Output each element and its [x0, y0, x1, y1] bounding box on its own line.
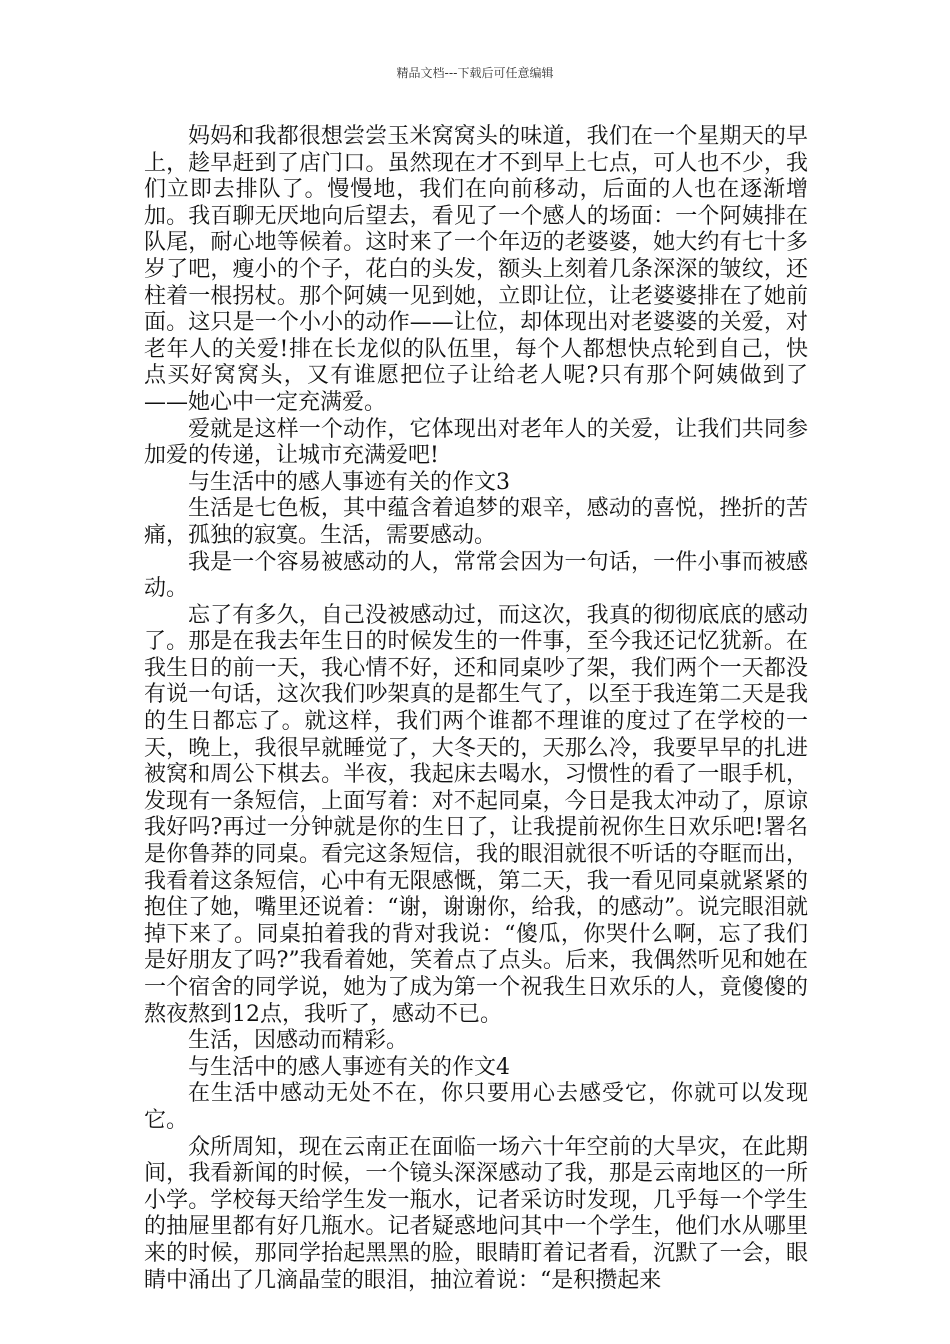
section-heading: 与生活中的感人事迹有关的作文4 — [188, 1054, 510, 1080]
paragraph: 生活是七色板，其中蕴含着追梦的艰辛，感动的喜悦，挫折的苦痛，孤独的寂寞。生活，需要感动。 — [144, 496, 808, 548]
paragraph: 在生活中感动无处不在，你只要用心去感受它，你就可以发现它。 — [144, 1081, 808, 1133]
page-header: 精品文档---下载后可任意编辑 — [396, 66, 554, 80]
paragraph: 爱就是这样一个动作，它体现出对老年人的关爱，让我们共同参加爱的传递，让城市充满爱吧! — [144, 416, 808, 469]
paragraph: 忘了有多久，自己没被感动过，而这次，我真的彻彻底底的感动了。那是在我去年生日的时候发生的一件事，至今我还记忆犹新。在我生日的前一天，我心情不好，还和同桌吵了架，我们两个一天都没有说一句话，这次我们吵架真的是都生气了，以至于我连第二天是我的生日都忘了。就这样，我们两个谁都不理谁的度过了在学校的一天，晚上，我很早就睡觉了，大冬天的，天那么冷，我要早早的扎进被窝和周公下棋去。半夜，我起床去喝水，习惯性的看了一眼手机，发现有一条短信，上面写着：对不起同桌，今日是我太冲动了，原谅我好吗?再过一分钟就是你的生日了，让我提前祝你生日欢乐吧!署名是你鲁莽的同桌。看完这条短信，我的眼泪就很不听话的夺眶而出，我看着这条短信，心中有无限感慨，第二天，我一看见同桌就紧紧的抱住了她，嘴里还说着：“谢，谢谢你，给我，的感动”。说完眼泪就掉下来了。同桌拍着我的背对我说：“傻瓜，你哭什么啊，忘了我们是好朋友了吗?”我看着她，笑着点了点头。后来，我偶然听见和她在一个宿舍的同学说，她为了成为第一个祝我生日欢乐的人，竟傻傻的熬夜熬到12点，我听了，感动不已。 — [144, 602, 808, 1027]
paragraph: 妈妈和我都很想尝尝玉米窝窝头的味道，我们在一个星期天的早上，趁早赶到了店门口。虽然现在才不到早上七点，可人也不少，我们立即去排队了。慢慢地，我们在向前移动，后面的人也在逐渐增加。我百聊无厌地向后望去，看见了一个感人的场面：一个阿姨排在队尾，耐心地等候着。这时来了一个年迈的老婆婆，她大约有七十多岁了吧，瘦小的个子，花白的头发，额头上刻着几条深深的皱纹，还柱着一根拐杖。那个阿姨一见到她，立即让位，让老婆婆排在了她前面。这只是一个小小的动作——让位，却体现出对老婆婆的关爱，对老年人的关爱!排在长龙似的队伍里，每个人都想快点轮到自己，快点买好窝窝头，又有谁愿把位子让给老人呢?只有那个阿姨做到了——她心中一定充满爱。 — [144, 124, 808, 415]
paragraph: 我是一个容易被感动的人，常常会因为一句话，一件小事而被感动。 — [144, 549, 808, 602]
paragraph: 生活，因感动而精彩。 — [188, 1028, 409, 1054]
paragraph: 众所周知，现在云南正在面临一场六十年空前的大旱灾，在此期间，我看新闻的时候，一个镜头深深感动了我，那是云南地区的一所小学。学校每天给学生发一瓶水，记者采访时发现，几乎每一个学生的抽屉里都有好几瓶水。记者疑惑地问其中一个学生，他们水从哪里来的时候，那同学抬起黑黑的脸，眼睛盯着记者看，沉默了一会，眼睛中涌出了几滴晶莹的眼泪，抽泣着说：“是积攒起来 — [144, 1134, 808, 1293]
section-heading: 与生活中的感人事迹有关的作文3 — [188, 469, 510, 495]
document-body — [144, 124, 808, 1294]
